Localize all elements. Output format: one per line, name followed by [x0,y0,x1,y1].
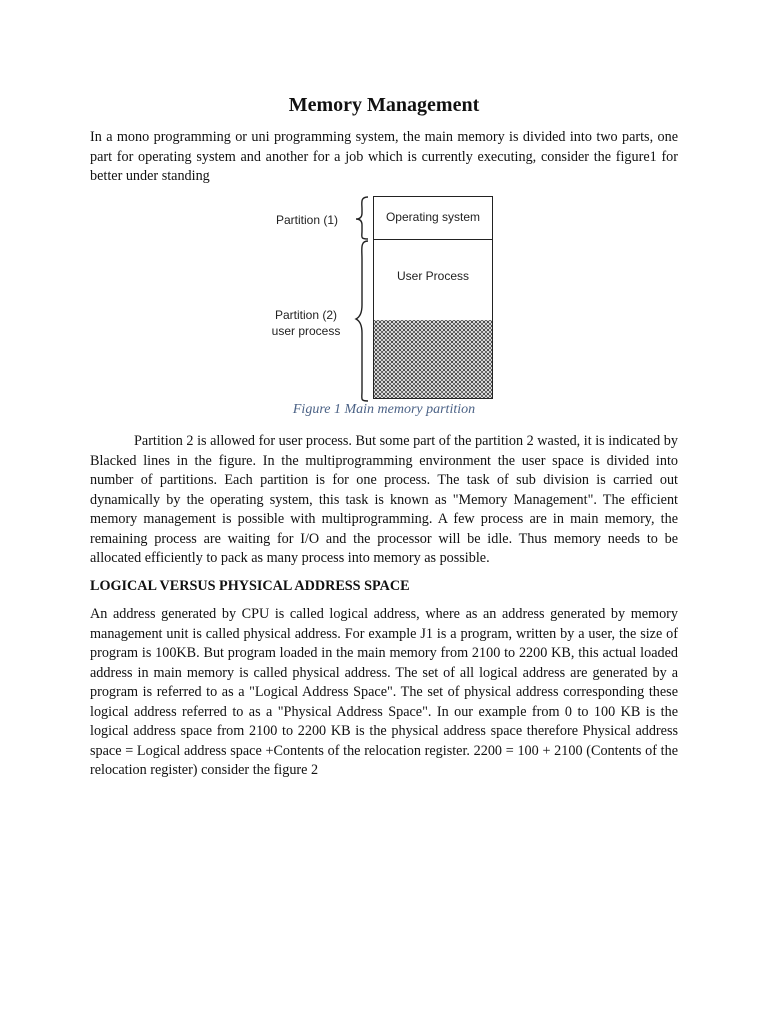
partition-paragraph: Partition 2 is allowed for user process. But some part of the partition 2 wasted, it is indicated by Blacked lines in the figure. In the multiprogramming environment the user space is divided into number of partitions. Each partition is for one process. The task of sub division is carried out dynamically by the operating system, this task is known as "Memory Management". The efficient memory management is possible with multiprogramming. A few process are in main memory, the remaining process are waiting for I/O and the processor will be idle. Thus memory needs to be allocated efficiently to pack as many process into memory as possible. [90,433,678,566]
partition-braces [350,195,372,405]
page-title: Memory Management [288,94,480,116]
partition-2-label-line2: user process [271,324,341,338]
partition-2-label-line1: Partition (2) [274,308,338,322]
partition-1-label: Partition (1) [276,213,339,227]
partition-2-brace [356,241,368,401]
partition-2-label [270,307,342,339]
wasted-memory-region [373,320,493,399]
intro-paragraph: In a mono programming or uni programming system, the main memory is divided into two parts, one part for operating system and another for a job which is currently executing, consider the figure1 for better under standing [90,129,678,184]
user-process-box [373,239,493,321]
section-heading: LOGICAL VERSUS PHYSICAL ADDRESS SPACE [90,578,410,594]
os-partition-label: Operating system [385,210,481,224]
address-space-paragraph: An address generated by CPU is called logical address, where as an address generated by memory management unit is called physical address. For example J1 is a program, written by a user, the size of program is 100KB. But program loaded in the main memory from 2100 to 2200 KB, this actual loaded address in main memory is called physical address. The set of all logical address are generated by a program is referred to as a "Logical Address Space". The set of physical address corresponding these logical address referred to as a "Physical Address Space". In our example from 0 to 100 KB is the logical address space from 2100 to 2200 KB is the physical address space therefore Physical address space = Logical address space +Contents of the relocation register. 2200 = 100 + 2100 (Contents of the relocation register) consider the figure 2 [90,606,678,778]
partition-1-brace [356,197,368,239]
os-partition-box [373,196,493,240]
user-process-label: User Process [396,269,470,283]
figure-1-caption: Figure 1 Main memory partition [292,402,476,417]
